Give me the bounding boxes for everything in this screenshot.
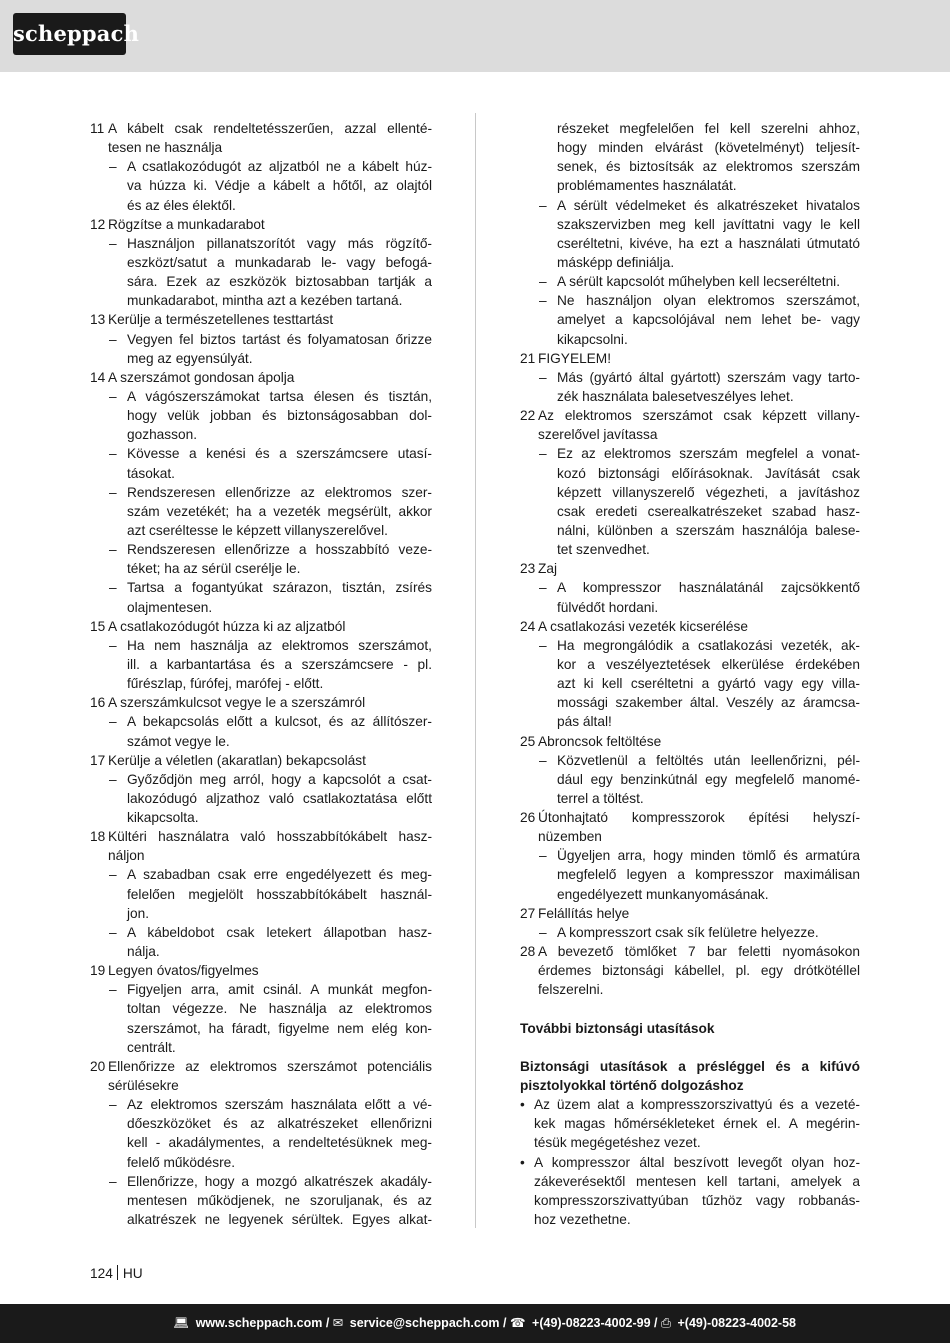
dash-item-continuation bbox=[520, 387, 860, 406]
dash-item bbox=[90, 157, 432, 176]
dash-item-continuation bbox=[520, 789, 860, 808]
dash-item bbox=[520, 196, 860, 215]
footer-separator: / bbox=[503, 1316, 507, 1330]
dash-marker: – bbox=[539, 197, 547, 213]
logo-text: scheppach bbox=[13, 21, 140, 46]
line-text: tásokat. bbox=[127, 465, 175, 481]
line-text: Kültéri használatra való hosszabbítókábelt hasz- bbox=[108, 829, 432, 845]
line-text: kikapcsolta. bbox=[127, 810, 199, 826]
dash-item bbox=[90, 1095, 432, 1114]
dash-item bbox=[90, 540, 432, 559]
right-column bbox=[520, 119, 860, 1229]
computer-icon: 💻︎ bbox=[173, 1316, 190, 1330]
dash-item-continuation bbox=[520, 176, 860, 195]
line-text: A kompresszor által beszívott levegőt olyan hoz- bbox=[534, 1154, 860, 1170]
paragraph-gap bbox=[520, 1038, 860, 1057]
dash-item-continuation bbox=[520, 598, 860, 617]
line-text: Ne használjon olyan elektromos szerszámot, bbox=[557, 293, 860, 309]
dash-marker: – bbox=[109, 714, 117, 730]
item-number: 25 bbox=[520, 733, 536, 749]
footer-website[interactable]: www.scheppach.com bbox=[195, 1316, 323, 1330]
numbered-item-continuation bbox=[520, 827, 860, 846]
line-text: Rendszeresen ellenőrizze a hosszabbító veze- bbox=[127, 542, 432, 558]
numbered-item bbox=[520, 808, 860, 827]
dash-item bbox=[520, 636, 860, 655]
dash-item-continuation bbox=[520, 138, 860, 157]
line-text: További biztonsági utasítások bbox=[520, 1020, 715, 1036]
dash-marker: – bbox=[109, 484, 117, 500]
line-text: számot vegye le. bbox=[127, 733, 230, 749]
dash-item-continuation bbox=[520, 253, 860, 272]
dash-item-continuation bbox=[90, 655, 432, 674]
footer-phone[interactable]: +(49)-08223-4002-99 bbox=[532, 1316, 651, 1330]
dash-item-continuation bbox=[90, 196, 432, 215]
dash-item bbox=[520, 923, 860, 942]
line-text: kozó biztonsági előírásoknak. Javítását csak bbox=[557, 465, 860, 481]
dash-marker: – bbox=[539, 446, 547, 462]
footer-email[interactable]: service@scheppach.com bbox=[349, 1316, 500, 1330]
dash-item-continuation bbox=[90, 1114, 432, 1133]
dash-item bbox=[90, 1172, 432, 1191]
line-text: lakozódugó aljzathoz való csatlakoztatása előtt bbox=[127, 790, 432, 806]
line-text: zék használata balesetveszélyes lehet. bbox=[557, 388, 794, 404]
item-number: 28 bbox=[520, 944, 536, 960]
bullet-marker: • bbox=[520, 1154, 525, 1170]
dash-marker: – bbox=[109, 159, 117, 175]
dash-item bbox=[520, 291, 860, 310]
line-text: másképp definiálja. bbox=[557, 254, 675, 270]
bullet-item-continuation bbox=[520, 1133, 860, 1152]
line-text: Rögzítse a munkadarabot bbox=[108, 216, 265, 232]
bullet-item-continuation bbox=[520, 1114, 860, 1133]
dash-item bbox=[520, 578, 860, 597]
dash-item-continuation bbox=[520, 865, 860, 884]
line-text: azt cseréltesse le képzett villanyszerelővel. bbox=[127, 522, 388, 538]
page-number bbox=[90, 1264, 143, 1283]
dash-item-continuation bbox=[520, 540, 860, 559]
line-text: Ez az elektromos szerszám megfelel a vonat- bbox=[557, 446, 860, 462]
line-text: nálja. bbox=[127, 944, 160, 960]
dash-item bbox=[90, 234, 432, 253]
line-text: érdemes biztonsági kábellel, pl. egy drótkötéllel bbox=[538, 963, 860, 979]
line-text: senek, és biztosítsák az elektromos szerszám bbox=[557, 159, 860, 175]
dash-item-continuation bbox=[90, 1210, 432, 1229]
dash-marker: – bbox=[539, 369, 547, 385]
line-text: Az üzem alat a kompresszorszivattyú és a vezeté- bbox=[534, 1097, 860, 1113]
dash-item-continuation bbox=[90, 272, 432, 291]
numbered-item bbox=[90, 119, 432, 138]
line-text: Kerülje a véletlen (akaratlan) bekapcsolást bbox=[108, 752, 366, 768]
dash-item-continuation bbox=[90, 1191, 432, 1210]
line-text: olajmentesen. bbox=[127, 599, 213, 615]
dash-item bbox=[90, 387, 432, 406]
dash-item-continuation bbox=[90, 464, 432, 483]
numbered-item bbox=[520, 406, 860, 425]
line-text: mossági szakember által. Veszély az áramcsa- bbox=[557, 695, 860, 711]
item-number: 19 bbox=[90, 963, 106, 979]
line-text: Felállítás helye bbox=[538, 905, 630, 921]
line-text: munkadarabot, mintha azt a kezében tartaná. bbox=[127, 293, 403, 309]
line-text: A bevezető tömlőket 7 bar feletti nyomásokon bbox=[538, 944, 860, 960]
dash-item-continuation bbox=[90, 674, 432, 693]
line-text: problémamentes használatát. bbox=[557, 178, 737, 194]
item-number: 23 bbox=[520, 561, 536, 577]
numbered-item bbox=[520, 349, 860, 368]
line-text: felelően megjelölt hosszabbítókábelt használ- bbox=[127, 886, 432, 902]
line-text: toltan végezze. Ne használja az elektromos bbox=[127, 1001, 432, 1017]
line-text: cseréltetni, kivéve, ha ezt a használati útmutató bbox=[557, 235, 860, 251]
line-text: megfelelő legyen a kompresszor maximálisan bbox=[557, 867, 860, 883]
line-text: Ellenőrizze az elektromos szerszámot potenciális bbox=[108, 1058, 432, 1074]
line-text: részeket megfelelően fel kell szerelni ahhoz, bbox=[557, 121, 860, 136]
dash-marker: – bbox=[539, 848, 547, 864]
dash-marker: – bbox=[109, 982, 117, 998]
numbered-item bbox=[90, 215, 432, 234]
line-text: náljon bbox=[108, 848, 145, 864]
dash-item bbox=[520, 751, 860, 770]
mail-icon: ✉︎ bbox=[332, 1316, 344, 1330]
dash-marker: – bbox=[539, 580, 547, 596]
dash-marker: – bbox=[109, 331, 117, 347]
dash-marker: – bbox=[539, 637, 547, 653]
section-heading bbox=[520, 1057, 860, 1076]
dash-item-continuation bbox=[90, 1019, 432, 1038]
dash-item bbox=[520, 272, 860, 291]
dash-item bbox=[90, 578, 432, 597]
line-text: Rendszeresen ellenőrizze az elektromos szer- bbox=[127, 484, 432, 500]
line-text: tesen ne használja bbox=[108, 140, 223, 156]
line-text: FIGYELEM! bbox=[538, 350, 612, 366]
numbered-item bbox=[90, 961, 432, 980]
line-text: nüzemben bbox=[538, 829, 602, 845]
item-number: 26 bbox=[520, 810, 536, 826]
dash-item-continuation bbox=[520, 234, 860, 253]
line-text: A szerszámot gondosan ápolja bbox=[108, 369, 295, 385]
line-text: pás által! bbox=[557, 714, 612, 730]
numbered-item-continuation bbox=[520, 980, 860, 999]
page-number-value: 124 bbox=[90, 1266, 113, 1281]
line-text: A sérült kapcsolót műhelyben kell lecseréltetni. bbox=[557, 274, 841, 290]
numbered-item bbox=[520, 617, 860, 636]
numbered-item bbox=[520, 904, 860, 923]
line-text: A kábeldobot csak letekert állapotban hasz- bbox=[127, 924, 432, 940]
dash-item-continuation bbox=[520, 119, 860, 138]
line-text: tésük megégetéshez vezet. bbox=[534, 1135, 701, 1151]
dash-item bbox=[90, 636, 432, 655]
dash-item-continuation bbox=[520, 693, 860, 712]
numbered-item-continuation bbox=[90, 846, 432, 865]
bullet-item bbox=[520, 1153, 860, 1172]
dash-item bbox=[90, 980, 432, 999]
page-number-separator bbox=[117, 1265, 118, 1280]
header-bar bbox=[0, 0, 950, 72]
line-text: képzett villanyszerelő végezheti, a javításhoz bbox=[557, 484, 860, 500]
dash-item-continuation bbox=[90, 808, 432, 827]
dash-item bbox=[520, 444, 860, 463]
column-divider bbox=[475, 113, 476, 1228]
line-text: A bekapcsolás előtt a kulcsot, és az állítószer- bbox=[127, 714, 432, 730]
dash-item bbox=[520, 368, 860, 387]
line-text: Abroncsok feltöltése bbox=[538, 733, 662, 749]
line-text: jon. bbox=[127, 905, 150, 921]
dash-item-continuation bbox=[520, 310, 860, 329]
line-text: engedélyezett munkanyomásának. bbox=[557, 886, 769, 902]
bullet-item bbox=[520, 1095, 860, 1114]
line-text: Kövesse a kenési és a szerszámcsere utasí- bbox=[127, 446, 432, 462]
dash-item-continuation bbox=[90, 1153, 432, 1172]
line-text: zákeverésektől mentesen kell tartani, amelyek a bbox=[534, 1173, 860, 1189]
line-text: sára. Ezek az eszközök biztosabban tartják a bbox=[127, 274, 432, 290]
line-text: felszerelni. bbox=[538, 982, 604, 998]
item-number: 17 bbox=[90, 752, 106, 768]
line-text: A csatlakozási vezeték kicserélése bbox=[538, 618, 748, 634]
line-text: amelyet a kapcsolójával nem lehet be- vagy bbox=[557, 312, 860, 328]
line-text: felelő működésre. bbox=[127, 1154, 236, 1170]
numbered-item bbox=[520, 942, 860, 961]
line-text: kikapcsolni. bbox=[557, 331, 628, 347]
line-text: A csatlakozódugót az aljzatból ne a kábelt húz- bbox=[127, 159, 432, 175]
dash-marker: – bbox=[109, 924, 117, 940]
paragraph-gap bbox=[520, 999, 860, 1018]
scheppach-logo bbox=[13, 13, 140, 55]
line-text: fűrészlap, fúrófej, marófej - előtt. bbox=[127, 676, 324, 692]
line-text: kell - akadálymentes, a rendeltetésüknek meg- bbox=[127, 1135, 432, 1151]
dash-marker: – bbox=[109, 235, 117, 251]
line-text: szerszámot, ha fáradt, figyelme nem elég kon- bbox=[127, 1020, 432, 1036]
numbered-item-continuation bbox=[90, 138, 432, 157]
dash-item-continuation bbox=[90, 885, 432, 904]
line-text: hogy minden elvárást (követelményt) teljesít- bbox=[557, 140, 860, 156]
line-text: Az elektromos szerszám használata előtt a vé- bbox=[127, 1097, 432, 1113]
bullet-item-continuation bbox=[520, 1172, 860, 1191]
dash-item-continuation bbox=[520, 770, 860, 789]
dash-item-continuation bbox=[520, 215, 860, 234]
dash-item bbox=[90, 712, 432, 731]
line-text: csak eredeti cserealkatrészeket szabad hasz- bbox=[557, 503, 860, 519]
numbered-item bbox=[90, 310, 432, 329]
dash-marker: – bbox=[109, 771, 117, 787]
line-text: Legyen óvatos/figyelmes bbox=[108, 963, 259, 979]
dash-marker: – bbox=[109, 867, 117, 883]
line-text: va húzza ki. Védje a kábelt a hőtől, az olajtól bbox=[127, 178, 432, 194]
line-text: A kompresszor használatánál zajcsökkentő bbox=[557, 580, 860, 596]
phone-icon: ☎︎ bbox=[509, 1316, 526, 1330]
numbered-item bbox=[90, 617, 432, 636]
bullet-item-continuation bbox=[520, 1191, 860, 1210]
numbered-item bbox=[90, 1057, 432, 1076]
dash-item-continuation bbox=[90, 904, 432, 923]
numbered-item bbox=[90, 368, 432, 387]
dash-item bbox=[90, 483, 432, 502]
left-column bbox=[90, 119, 432, 1229]
numbered-item bbox=[90, 827, 432, 846]
line-text: Tartsa a fogantyúkat szárazon, tisztán, zsírés bbox=[127, 580, 432, 596]
line-text: és az éles élektől. bbox=[127, 197, 236, 213]
dash-item bbox=[520, 846, 860, 865]
line-text: azt ki kell cseréltetni a gyártó vagy egy villa- bbox=[557, 676, 860, 692]
line-text: alkatrészek ne legyenek sérültek. Egyes alkat- bbox=[127, 1212, 432, 1228]
dash-item-continuation bbox=[520, 157, 860, 176]
dash-item-continuation bbox=[520, 330, 860, 349]
dash-item-continuation bbox=[520, 712, 860, 731]
dash-item-continuation bbox=[520, 483, 860, 502]
line-text: ill. a karbantartása és a szerszámcsere - pl. bbox=[127, 656, 432, 672]
line-text: tet szenvedhet. bbox=[557, 542, 650, 558]
dash-item-continuation bbox=[90, 1133, 432, 1152]
line-text: A kábelt csak rendeltetésszerűen, azzal ellenté- bbox=[108, 121, 432, 136]
line-text: Más (gyártó által gyártott) szerszám vagy tarto- bbox=[557, 369, 860, 385]
line-text: szerelővel javítassa bbox=[538, 427, 658, 443]
line-text: Használjon pillanatszorítót vagy más rögzítő- bbox=[127, 235, 432, 251]
dash-item-continuation bbox=[90, 598, 432, 617]
numbered-item-continuation bbox=[520, 961, 860, 980]
dash-marker: – bbox=[539, 752, 547, 768]
dash-item-continuation bbox=[520, 502, 860, 521]
line-text: Győződjön meg arról, hogy a kapcsolót a csat- bbox=[127, 771, 432, 787]
dash-item bbox=[90, 330, 432, 349]
line-text: meg az egyensúlyát. bbox=[127, 350, 253, 366]
line-text: Közvetlenül a feltöltés után leellenőrizni, pél- bbox=[557, 752, 860, 768]
line-text: Kerülje a természetellenes testtartást bbox=[108, 312, 334, 328]
dash-item-continuation bbox=[90, 176, 432, 195]
item-number: 16 bbox=[90, 695, 106, 711]
dash-marker: – bbox=[109, 388, 117, 404]
dash-item-continuation bbox=[90, 349, 432, 368]
line-text: sérülésekre bbox=[108, 1078, 179, 1094]
bullet-marker: • bbox=[520, 1097, 525, 1113]
dash-marker: – bbox=[539, 274, 547, 290]
line-text: nálni, különben a szerszám használója balese- bbox=[557, 522, 860, 538]
line-text: Útonhajtató kompresszorok építési helyszí- bbox=[538, 810, 860, 826]
item-number: 14 bbox=[90, 369, 106, 385]
numbered-item-continuation bbox=[520, 425, 860, 444]
line-text: hoz vezethetne. bbox=[534, 1212, 631, 1228]
dash-item-continuation bbox=[520, 521, 860, 540]
line-text: Vegyen fel biztos tartást és folyamatosan őrizze bbox=[127, 331, 432, 347]
item-number: 24 bbox=[520, 618, 536, 634]
line-text: A csatlakozódugót húzza ki az aljzatból bbox=[108, 618, 346, 634]
numbered-item bbox=[90, 751, 432, 770]
dash-item-continuation bbox=[90, 253, 432, 272]
dash-marker: – bbox=[109, 1097, 117, 1113]
dash-marker: – bbox=[109, 637, 117, 653]
line-text: terrel a töltést. bbox=[557, 790, 644, 806]
dash-item-continuation bbox=[90, 732, 432, 751]
dash-item-continuation bbox=[520, 464, 860, 483]
section-heading bbox=[520, 1076, 860, 1095]
line-text: Ha nem használja az elektromos szerszámot, bbox=[127, 637, 432, 653]
line-text: téket; ha az sérül cserélje le. bbox=[127, 561, 301, 577]
item-number: 27 bbox=[520, 905, 536, 921]
line-text: eszközt/satut a munkadarab le- vagy befogá- bbox=[127, 254, 432, 270]
line-text: centrált. bbox=[127, 1039, 176, 1055]
dash-item-continuation bbox=[90, 406, 432, 425]
dash-item-continuation bbox=[520, 885, 860, 904]
line-text: A kompresszort csak sík felületre helyezze. bbox=[557, 924, 819, 940]
line-text: kompresszorszivattyúban tűzhöz vagy robbanás- bbox=[534, 1192, 860, 1208]
line-text: A sérült védelmeket és alkatrészeket hivatalos bbox=[557, 197, 860, 213]
dash-item-continuation bbox=[90, 521, 432, 540]
line-text: mentesen működjenek, ne szoruljanak, és az bbox=[127, 1192, 432, 1208]
footer-fax: +(49)-08223-4002-58 bbox=[677, 1316, 796, 1330]
line-text: Az elektromos szerszámot csak képzett villany- bbox=[538, 408, 860, 424]
dash-marker: – bbox=[109, 1173, 117, 1189]
dash-item-continuation bbox=[90, 291, 432, 310]
item-number: 13 bbox=[90, 312, 106, 328]
line-text: dául egy benzinkútnál egy megfelelő manomé- bbox=[557, 771, 860, 787]
dash-item-continuation bbox=[90, 502, 432, 521]
numbered-item bbox=[90, 693, 432, 712]
dash-item-continuation bbox=[90, 789, 432, 808]
dash-item-continuation bbox=[90, 999, 432, 1018]
line-text: Ügyeljen arra, hogy minden tömlő és armatúra bbox=[557, 848, 860, 864]
dash-marker: – bbox=[539, 293, 547, 309]
line-text: hogy velük jobban és biztonságosabban dol- bbox=[127, 408, 432, 424]
line-text: kor a veszélyeztetések elkerülése érdekében bbox=[557, 656, 860, 672]
line-text: szám vezetékét; ha a vezeték megsérült, akkor bbox=[127, 503, 432, 519]
dash-item-continuation bbox=[90, 559, 432, 578]
line-text: Ellenőrizze, hogy a mozgó alkatrészek akadály- bbox=[127, 1173, 432, 1189]
numbered-item bbox=[520, 559, 860, 578]
section-heading bbox=[520, 1019, 860, 1038]
line-text: Ha megrongálódik a csatlakozási vezeték, ak- bbox=[557, 637, 860, 653]
dash-item bbox=[90, 444, 432, 463]
dash-item bbox=[90, 770, 432, 789]
item-number: 21 bbox=[520, 350, 536, 366]
line-text: fülvédőt hordani. bbox=[557, 599, 659, 615]
line-text: pisztolyokkal történő dolgozáshoz bbox=[520, 1078, 744, 1094]
dash-item-continuation bbox=[520, 674, 860, 693]
line-text: gozhasson. bbox=[127, 427, 198, 443]
footer-separator: / bbox=[325, 1316, 330, 1330]
dash-marker: – bbox=[539, 924, 547, 940]
line-text: A vágószerszámokat tartsa élesen és tisztán, bbox=[127, 388, 432, 404]
item-number: 15 bbox=[90, 618, 106, 634]
line-text: A szerszámkulcsot vegye le a szerszámról bbox=[108, 695, 366, 711]
dash-item-continuation bbox=[520, 655, 860, 674]
line-text: Zaj bbox=[538, 561, 558, 577]
item-number: 12 bbox=[90, 216, 106, 232]
footer-separator: / bbox=[654, 1316, 658, 1330]
numbered-item bbox=[520, 732, 860, 751]
item-number: 18 bbox=[90, 829, 106, 845]
line-text: Biztonsági utasítások a présléggel és a kifúvó bbox=[520, 1058, 860, 1074]
line-text: szakszervizben meg kell javíttatni vagy le kell bbox=[557, 216, 860, 232]
footer-bar bbox=[0, 1304, 950, 1343]
dash-marker: – bbox=[109, 580, 117, 596]
numbered-item-continuation bbox=[90, 1076, 432, 1095]
fax-icon: ⎙ bbox=[661, 1316, 672, 1330]
dash-item bbox=[90, 865, 432, 884]
item-number: 11 bbox=[90, 121, 105, 136]
dash-marker: – bbox=[109, 446, 117, 462]
dash-item-continuation bbox=[90, 942, 432, 961]
item-number: 22 bbox=[520, 408, 536, 424]
dash-marker: – bbox=[109, 542, 117, 558]
page-language: HU bbox=[122, 1266, 143, 1281]
line-text: dőeszközöket és az alkatrészeket ellenőrizni bbox=[127, 1116, 432, 1132]
dash-item-continuation bbox=[90, 425, 432, 444]
item-number: 20 bbox=[90, 1058, 106, 1074]
line-text: Figyeljen arra, amit csinál. A munkát megfon- bbox=[127, 982, 432, 998]
line-text: kek magas hőmérsékleteket érnek el. A megérin- bbox=[534, 1116, 860, 1132]
dash-item bbox=[90, 923, 432, 942]
dash-item-continuation bbox=[90, 1038, 432, 1057]
line-text: A szabadban csak erre engedélyezett és meg- bbox=[127, 867, 432, 883]
bullet-item-continuation bbox=[520, 1210, 860, 1229]
